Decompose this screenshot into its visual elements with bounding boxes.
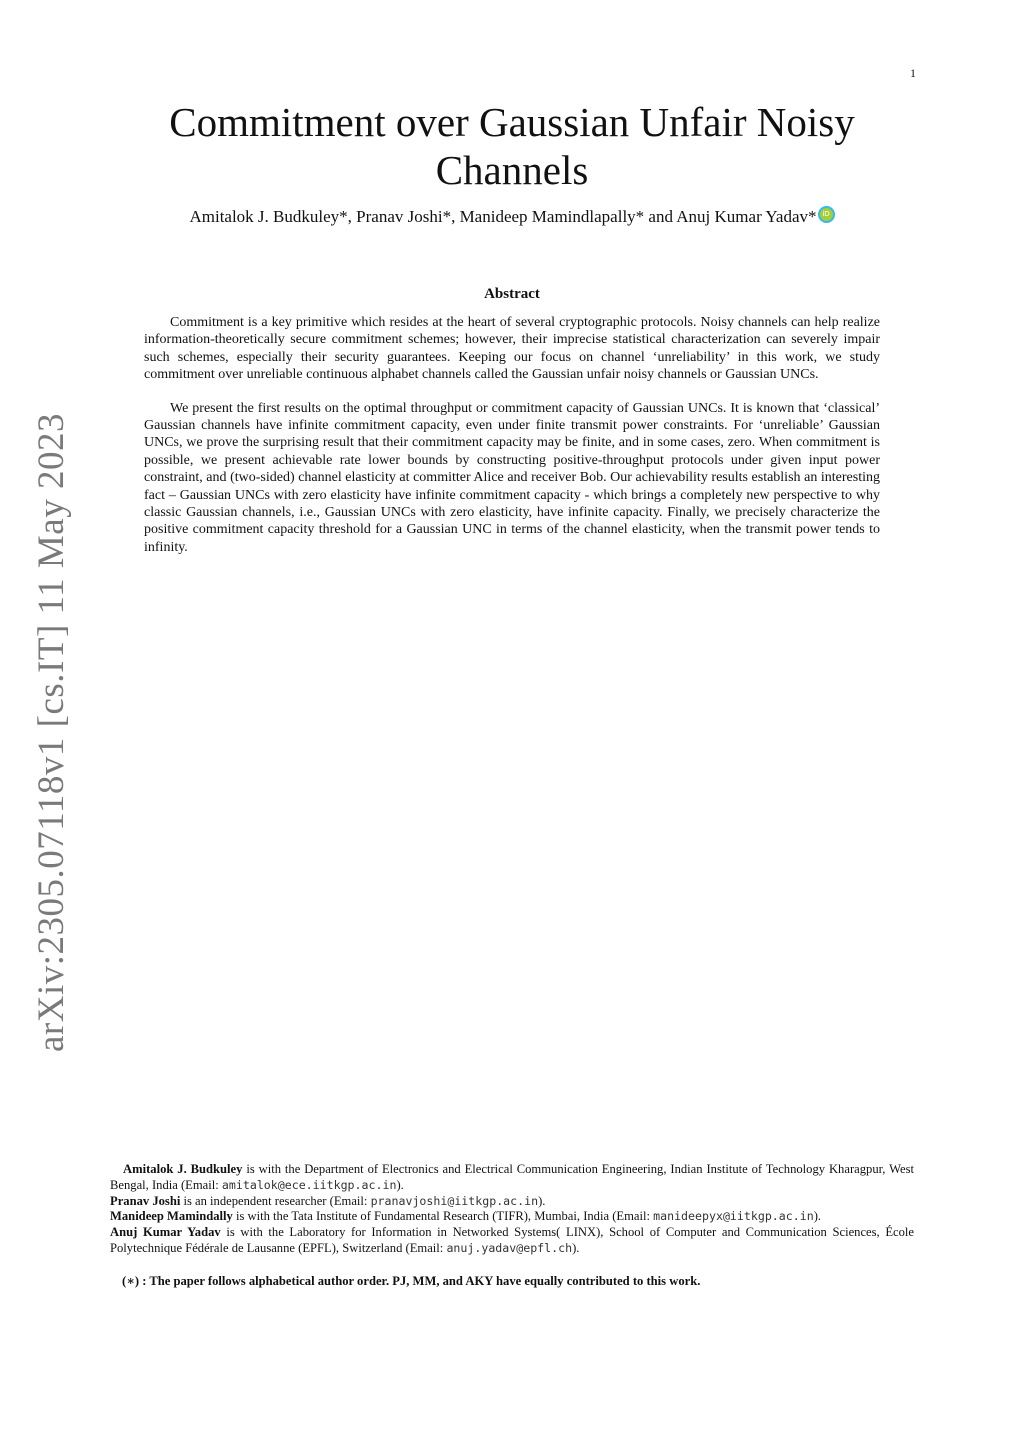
affiliation-author-name: Manideep Mamindally	[110, 1209, 233, 1224]
affiliation-text: is with the Tata Institute of Fundamental Research (TIFR), Mumbai, India (Email:	[232, 1209, 654, 1224]
abstract-paragraph: We present the first results on the optimal throughput or commitment capacity of Gaussian UNCs. It is known that ‘classical’ Gaussian channels have infinite commitment capacity, even under finite transmit power constraints. For ‘unreliable’ Gaussian UNCs, we prove the surprising result that their commitment capacity may be finite, and in some cases, zero. When commitment is possible, we present achievable rate lower bounds by constructing positive-throughput protocols under given input power constraint, and (two-sided) channel elasticity at committer Alice and receiver Bob. Our achievability results establish an interesting fact – Gaussian UNCs with zero elasticity have infinite commitment capacity - which brings a completely new perspective to why classic Gaussian channels, i.e., Gaussian UNCs with zero elasticity, have infinite capacity. Finally, we precisely characterize the positive commitment capacity threshold for a Gaussian UNC in terms of the channel elasticity, when the transmit power tends to infinity.	[144, 400, 880, 555]
affiliation-text: is with the Laboratory for Information in Networked Systems( LINX), School of Computer and Communication Sciences, École Polytechnique Fédérale de Lausanne (EPFL), Switzerland (Email:	[110, 1225, 915, 1255]
affiliation-entry	[110, 1225, 914, 1257]
affiliation-text: is with the Department of Electronics and Electrical Communication Engineering, Indian Institute of Technology Kharagpur, West Bengal, India (Email:	[110, 1162, 915, 1192]
page-number: 1	[910, 66, 916, 80]
affiliation-text-end: ).	[572, 1240, 580, 1255]
paper-title: Commitment over Gaussian Unfair Noisy Channels	[169, 99, 855, 193]
affiliation-author-name: Amitalok J. Budkuley	[123, 1162, 243, 1176]
orcid-icon[interactable]: iD	[818, 206, 835, 223]
affiliation-text-end: ).	[538, 1193, 546, 1208]
arxiv-identifier-stamp: arXiv:2305.07118v1 [cs.IT] 11 May 2023	[31, 413, 72, 1052]
affiliation-text-end: ).	[813, 1209, 822, 1224]
abstract-paragraph: Commitment is a key primitive which resides at the heart of several cryptographic protocols. Noisy channels can help realize information-theoretically secure commitment schemes; however, their imprecise statistical characterization can severely impair such schemes, especially their security guarantees. Keeping our focus on channel ‘unreliability’ in this work, we study commitment over unreliable continuous alphabet channels called the Gaussian unfair noisy channels or Gaussian UNCs.	[144, 315, 880, 383]
abstract-body	[144, 314, 880, 572]
affiliation-author-name: Pranav Joshi	[110, 1193, 181, 1208]
affiliation-email[interactable]: anuj.yadav@epfl.ch	[446, 1240, 573, 1255]
affiliation-entry	[110, 1162, 914, 1194]
affiliation-text-end: ).	[396, 1177, 404, 1192]
affiliation-author-name: Anuj Kumar Yadav	[110, 1225, 221, 1240]
author-names: Amitalok J. Budkuley*, Pranav Joshi*, Manideep Mamindlapally* and Anuj Kumar Yadav*	[189, 207, 817, 226]
affiliation-entry	[110, 1194, 914, 1210]
abstract-heading: Abstract	[484, 286, 540, 302]
affiliation-email[interactable]: amitalok@ece.iitkgp.ac.in	[221, 1177, 397, 1192]
affiliation-text: is an independent researcher (Email:	[180, 1193, 371, 1208]
affiliation-entry	[110, 1209, 914, 1225]
contribution-note: (∗) : The paper follows alphabetical author order. PJ, MM, and AKY have equally contributed to this work.	[122, 1274, 701, 1288]
affiliation-email[interactable]: pranavjoshi@iitkgp.ac.in	[370, 1193, 539, 1208]
affiliation-email[interactable]: manideepyx@iitkgp.ac.in	[653, 1209, 814, 1224]
affiliation-footnotes	[110, 1162, 914, 1257]
author-list	[110, 206, 914, 227]
